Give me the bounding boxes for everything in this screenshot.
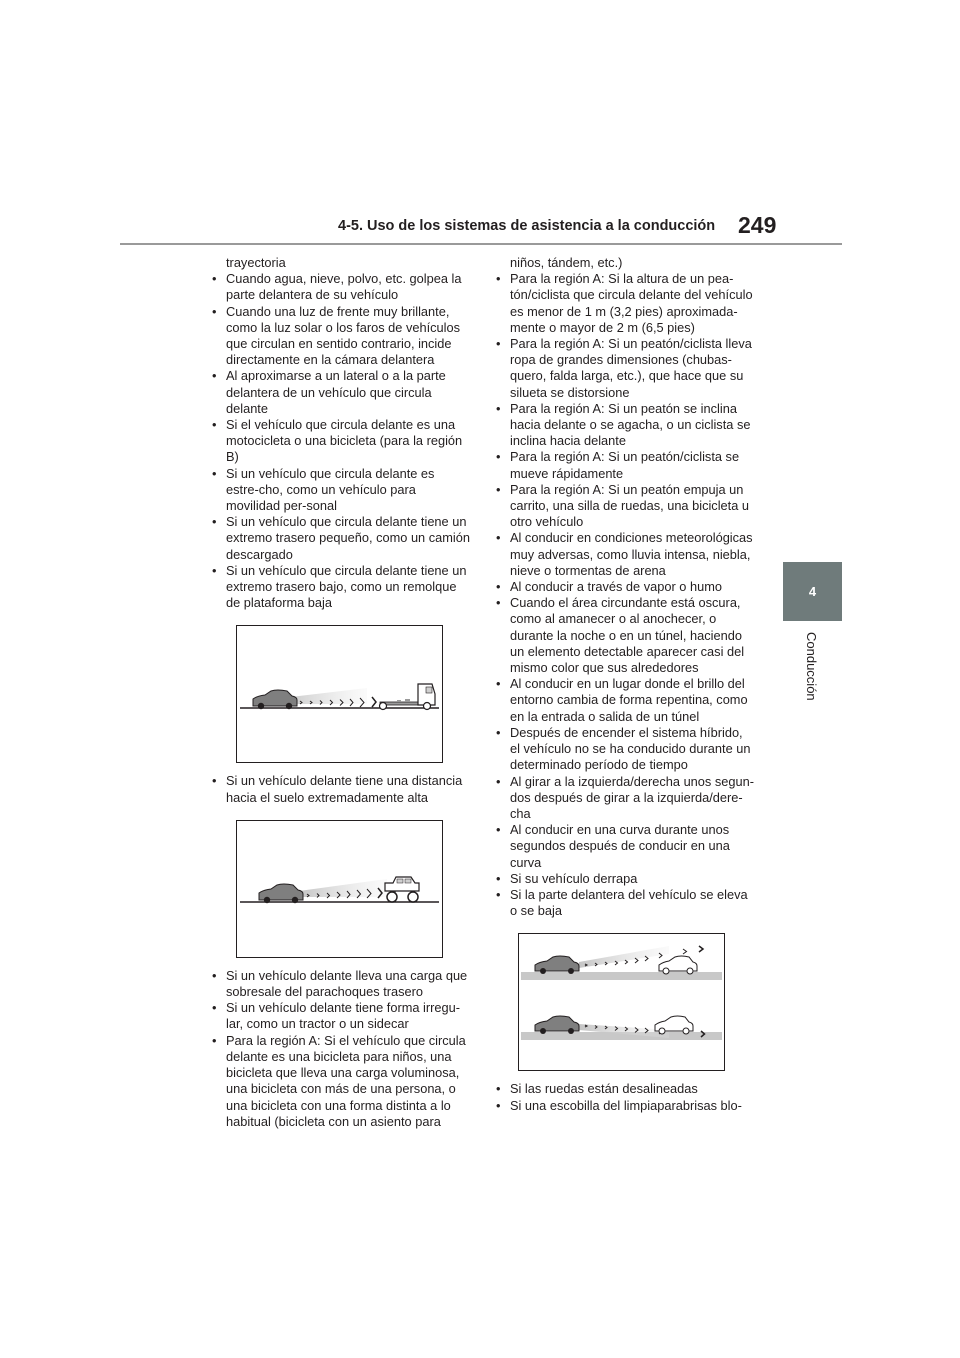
chapter-tab — [783, 562, 842, 621]
list-item: • Después de encender el sistema híbrido, el vehículo no se ha conducido durante un determinado período de tiempo — [492, 725, 754, 774]
figure-vehicle-pitching — [518, 933, 725, 1071]
list-item: • Si las ruedas están desalineadas — [492, 1081, 754, 1097]
vehicle-pitching-illustration — [519, 934, 724, 1070]
list-item: • Si la parte delantera del vehículo se eleva o se baja — [492, 887, 754, 919]
chapter-label-text: Conducción — [804, 632, 819, 701]
list-item: • Cuando el área circundante está oscura, como al amanecer o al anochecer, o durante la noche o en un túnel, haciendo un elemento detectable aparecer casi del mismo color que sus alrededores — [492, 595, 754, 676]
right-column — [492, 255, 754, 1114]
list-item: • Si un vehículo que circula delante es estre-cho, como un vehículo para movilidad per-sonal — [208, 466, 470, 515]
list-item: • Al conducir en condiciones meteorológicas muy adversas, como lluvia intensa, niebla, nieve o tormentas de arena — [492, 530, 754, 579]
left-column — [208, 255, 470, 1130]
continuation-text: niños, tándem, etc.) — [510, 255, 623, 270]
ego-car-pitch-down-icon — [535, 1016, 579, 1034]
bullet-list — [492, 1081, 754, 1113]
chapter-number: 4 — [808, 584, 817, 599]
ego-car-icon — [253, 690, 297, 709]
truck-icon — [380, 684, 436, 710]
figure-low-trailer-truck — [236, 625, 443, 763]
list-item: • Para la región A: Si un peatón se inclina hacia delante o se agacha, o un ciclista se inclina hacia delante — [492, 401, 754, 450]
list-item: • Al aproximarse a un lateral o a la parte delantera de un vehículo que circula delante — [208, 368, 470, 417]
bullet-list — [492, 271, 754, 919]
continuation-text: trayectoria — [226, 255, 286, 270]
list-item: • Si un vehículo que circula delante tiene un extremo trasero pequeño, como un camión descargado — [208, 514, 470, 563]
list-item: • Al conducir en una curva durante unos segundos después de conducir en una curva — [492, 822, 754, 871]
list-item: • Para la región A: Si un peatón/ciclista se mueve rápidamente — [492, 449, 754, 481]
section-title: 4-5. Uso de los sistemas de asistencia a la conducción — [338, 218, 716, 234]
list-item: • Para la región A: Si un peatón empuja un carrito, una silla de ruedas, una bicicleta u otro vehículo — [492, 482, 754, 531]
header-rule — [120, 243, 842, 245]
list-item: • Si un vehículo delante tiene forma irregu-lar, como un tractor o un sidecar — [208, 1000, 470, 1032]
list-item: • Si un vehículo delante lleva una carga que sobresale del parachoques trasero — [208, 968, 470, 1000]
high-clearance-vehicle-icon — [385, 877, 419, 902]
list-item: • Si su vehículo derrapa — [492, 871, 754, 887]
page-number: 249 — [738, 212, 777, 238]
figure-high-clearance-vehicle — [236, 820, 443, 958]
list-item: • Si un vehículo que circula delante tiene un extremo trasero bajo, como un remolque de plataforma baja — [208, 563, 470, 612]
bullet-list — [208, 271, 470, 611]
list-item: • Si el vehículo que circula delante es una motocicleta o una bicicleta (para la región B) — [208, 417, 470, 466]
list-item: • Si un vehículo delante tiene una distancia hacia el suelo extremadamente alta — [208, 773, 470, 805]
bullet-list — [208, 773, 470, 805]
bullet-list — [208, 968, 470, 1130]
list-item: • Al conducir a través de vapor o humo — [492, 579, 754, 595]
list-item: • Al conducir en un lugar donde el brillo del entorno cambia de forma repentina, como en la entrada o salida de un túnel — [492, 676, 754, 725]
list-item: • Cuando una luz de frente muy brillante, como la luz solar o los faros de vehículos que circulan en sentido contrario, incide directamente en la cámara delantera — [208, 304, 470, 369]
list-item: • Para la región A: Si la altura de un pea-tón/ciclista que circula delante del vehículo es menor de 1 m (3,2 pies) aproximada-mente o mayor de 2 m (6,5 pies) — [492, 271, 754, 336]
lead-car-icon — [659, 956, 697, 974]
list-item: • Al girar a la izquierda/derecha unos segun-dos después de girar a la izquierda/dere-cha — [492, 774, 754, 823]
ego-car-icon — [259, 884, 303, 903]
list-item: • Si una escobilla del limpiaparabrisas blo- — [492, 1098, 754, 1114]
list-item: • Cuando agua, nieve, polvo, etc. golpea la parte delantera de su vehículo — [208, 271, 470, 303]
high-clearance-vehicle-illustration — [237, 821, 442, 957]
list-item: • Para la región A: Si un peatón/ciclista lleva ropa de grandes dimensiones (chubas-quero, falda larga, etc.), que hace que su silueta se distorsione — [492, 336, 754, 401]
lead-car-icon — [655, 1016, 693, 1034]
chapter-label — [803, 632, 825, 722]
ego-car-pitch-up-icon — [535, 956, 579, 974]
list-item: • Para la región A: Si el vehículo que circula delante es una bicicleta para niños, una bicicleta que lleva una carga voluminosa, una bicicleta con más de una persona, o una bicicleta con una forma distinta a lo habitual (bicicleta con un asiento para — [208, 1033, 470, 1130]
low-trailer-truck-illustration — [237, 626, 442, 762]
